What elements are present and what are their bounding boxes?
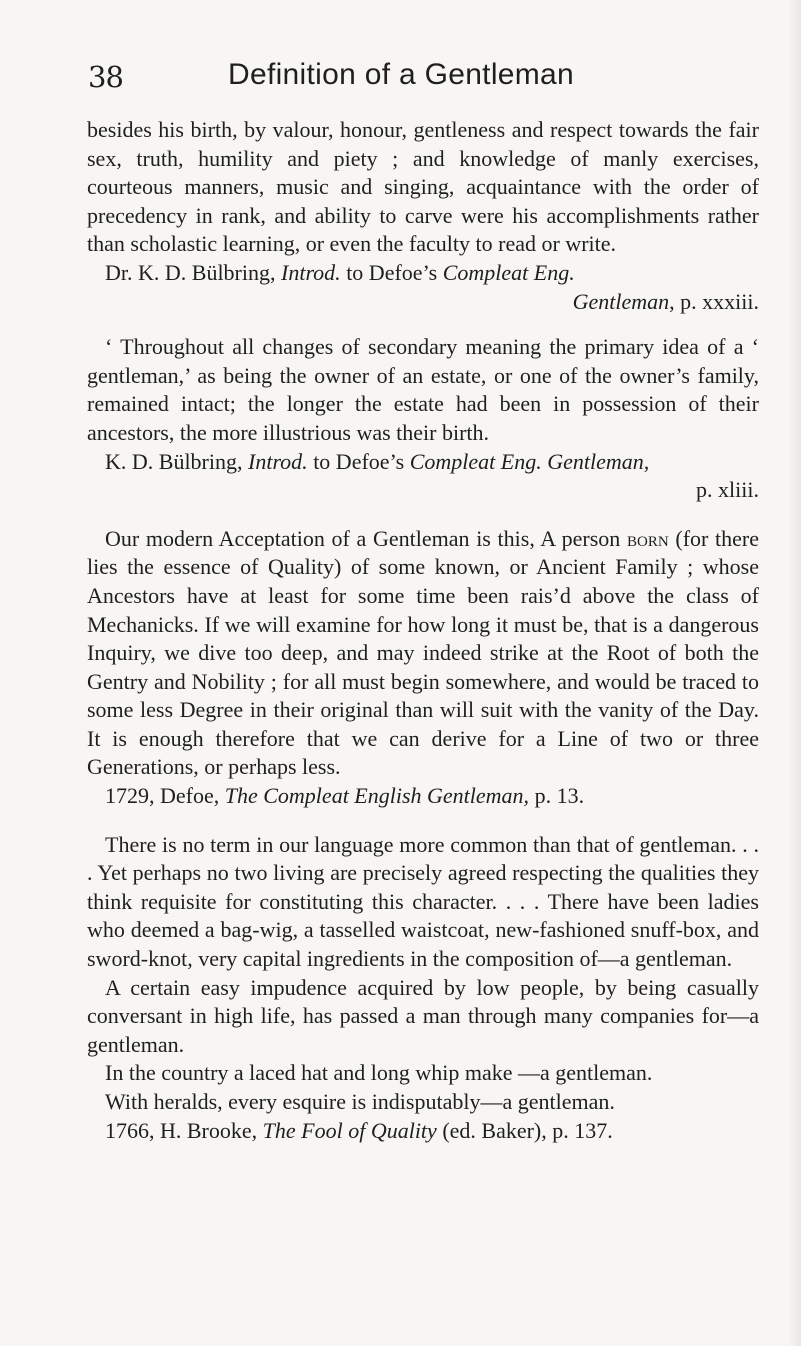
citation-1-introd: Introd.: [281, 259, 341, 285]
citation-1-title: Compleat Eng.: [442, 259, 575, 285]
paragraph-6: In the country a laced hat and long whip make —a gentleman.: [105, 1060, 653, 1086]
citation-3-page: p. 13.: [529, 783, 585, 809]
citation-2-title: Compleat Eng. Gentleman,: [409, 448, 650, 474]
running-title: Definition of a Gentleman: [228, 58, 575, 91]
citation-4-author: 1766, H. Brooke,: [105, 1117, 263, 1143]
citation-4: [87, 1117, 759, 1146]
citation-2-author: K. D. Bülbring,: [105, 448, 248, 474]
citation-1-mid: to Defoe’s: [340, 259, 443, 285]
citation-1-author: Dr. K. D. Bülbring,: [105, 259, 281, 285]
citation-1-page: , p. xxxiii.: [669, 288, 759, 314]
citation-1-continued: [87, 288, 759, 317]
paragraph-7: With heralds, every esquire is indisputably—a gentleman.: [105, 1089, 615, 1114]
paragraph-5: A certain easy impudence acquired by low people, by being casually conversant in high life, has passed a man through many companies for—a gentleman.: [87, 974, 759, 1057]
citation-2-page: p. xliii.: [696, 477, 759, 503]
page-number: 38: [88, 60, 123, 94]
citation-3: [87, 782, 759, 811]
citation-1-title-cont: Gentleman: [572, 288, 670, 314]
citation-3-author: 1729, Defoe,: [105, 783, 225, 809]
citation-2: [87, 448, 759, 477]
paragraph-4: There is no term in our language more common than that of gentleman. . . . Yet perhaps no two living are precisely agreed respecting the qualities they think requisite for constituting this character. . . . There have been ladies who deemed a bag-wig, a tasselled waistcoat, new-fashioned snuff-box, and sword-knot, very capital ingredients in the composition of—a gentleman.: [87, 831, 759, 972]
citation-4-title: The Fool of Quality: [262, 1117, 437, 1143]
page-body: [87, 116, 759, 1145]
page-edge-shadow: [787, 0, 801, 1346]
citation-2-mid: to Defoe’s: [307, 448, 410, 474]
born-smallcaps: born: [627, 525, 669, 551]
paragraph-1: besides his birth, by valour, honour, gentleness and respect towards the fair sex, truth, humility and piety ; and knowledge of manly exercises, courteous manners, music and singing, acquaintance with the order of precedency in rank, and ability to carve were his accomplishments rather than scholastic learning, or even the faculty to read or write.: [87, 117, 759, 257]
paragraph-3-start: Our modern Acceptation of a Gentleman is this, A person: [105, 525, 627, 551]
citation-3-title: The Compleat English Gentleman,: [224, 783, 530, 809]
paragraph-3-rest: (for there lies the essence of Quality) of some known, or Ancient Family ; whose Ancestors have at least for some time been rais’d above the class of Mechanicks. If we will examine for how long it must be, that is a dangerous Inquiry, we dive too deep, and may indeed strike at the Root of both the Gentry and Nobility ; for all must begin somewhere, and would be traced to some less Degree in their original than will suit with the vanity of the Day. It is enough therefore that we can derive for a Line of two or three Generations, or perhaps less.: [87, 525, 759, 780]
page-header: [88, 58, 741, 98]
paragraph-2: ‘ Throughout all changes of secondary meaning the primary idea of a ‘ gentleman,’ as being the owner of an estate, or one of the owner’s family, remained intact; the longer the estate had been in possession of their ancestors, the more illustrious was their birth.: [87, 334, 759, 445]
citation-4-page: (ed. Baker), p. 137.: [436, 1117, 613, 1143]
citation-1: [87, 259, 759, 288]
paragraph-3: [87, 525, 759, 782]
citation-2-introd: Introd.: [248, 448, 308, 474]
